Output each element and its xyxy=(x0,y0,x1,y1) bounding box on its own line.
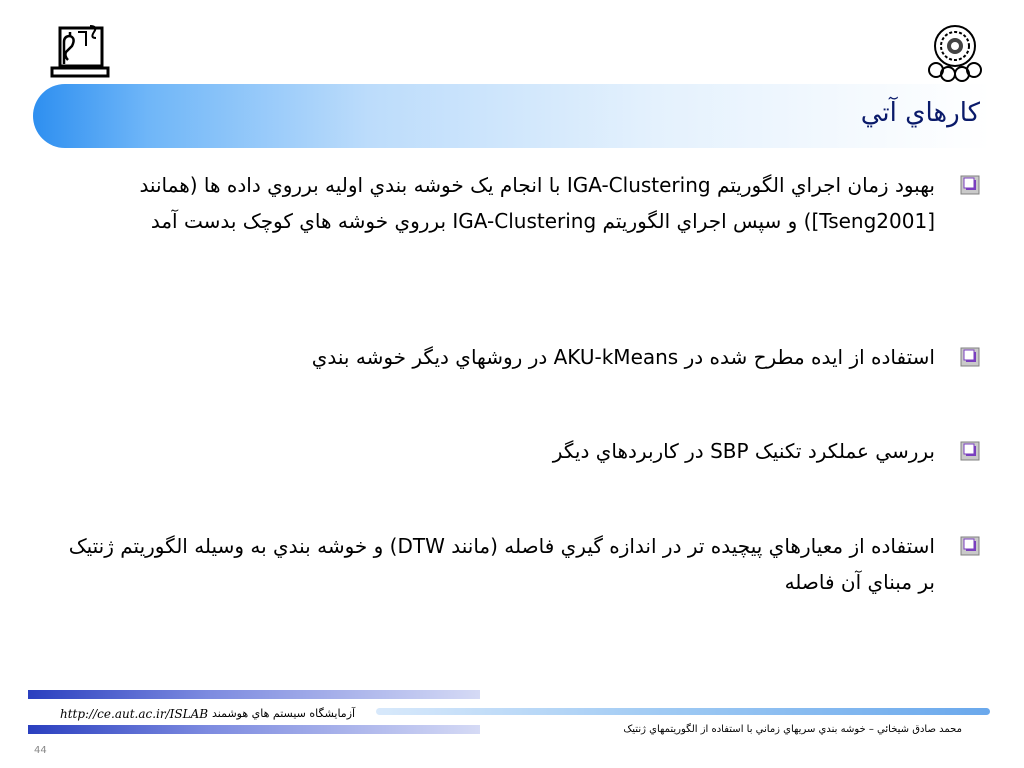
footer-bar-bottom xyxy=(28,725,480,734)
computer-lab-logo-icon xyxy=(50,22,110,82)
footer-url-link[interactable]: http://ce.aut.ac.ir/ISLAB xyxy=(60,707,209,721)
square-bullet-icon xyxy=(960,536,980,556)
square-bullet-icon xyxy=(960,441,980,461)
university-emblem-icon xyxy=(924,22,986,84)
square-bullet-icon xyxy=(960,347,980,367)
bullet-row xyxy=(60,433,980,469)
bullet-item-1 xyxy=(60,167,980,239)
bullet-row xyxy=(60,167,980,239)
footer-lab-name: آزمايشگاه سيستم هاي هوشمند xyxy=(212,707,356,720)
bullet-item-4 xyxy=(60,528,980,600)
bullet-text: استفاده از معيارهاي پيچيده تر در اندازه گيري فاصله (مانند DTW) و خوشه بندي به وسيله الگوريتم ژنتيک بر مبناي آن فاصله xyxy=(68,534,935,594)
bullet-item-2 xyxy=(60,339,980,375)
bullet-text: بررسي عملکرد تکنيک SBP در کاربردهاي ديگر xyxy=(552,439,935,463)
square-bullet-icon xyxy=(960,175,980,195)
bullet-row xyxy=(60,339,980,375)
footer-author-title: محمد صادق شيخائي – خوشه بندي سريهاي زماني با استفاده از الگوريتمهاي ژنتيک xyxy=(623,724,962,735)
bullet-row xyxy=(60,528,980,600)
title-bar xyxy=(33,84,991,148)
bullet-text: استفاده از ايده مطرح شده در AKU-kMeans در روشهاي ديگر خوشه بندي xyxy=(311,345,935,369)
slide-title: کارهاي آتي xyxy=(860,98,980,128)
bullet-text: بهبود زمان اجراي الگوريتم IGA-Clustering با انجام يک خوشه بندي اوليه برروي داده ها (همانند [Tseng2001]) و سپس اجراي الگوريتم IGA-Clustering برروي خوشه هاي کوچک بدست آمد xyxy=(139,173,935,233)
footer-bar-top xyxy=(28,690,480,699)
bullet-item-3 xyxy=(60,433,980,469)
footer-bar-right xyxy=(376,708,990,715)
page-number: 44 xyxy=(34,745,47,756)
